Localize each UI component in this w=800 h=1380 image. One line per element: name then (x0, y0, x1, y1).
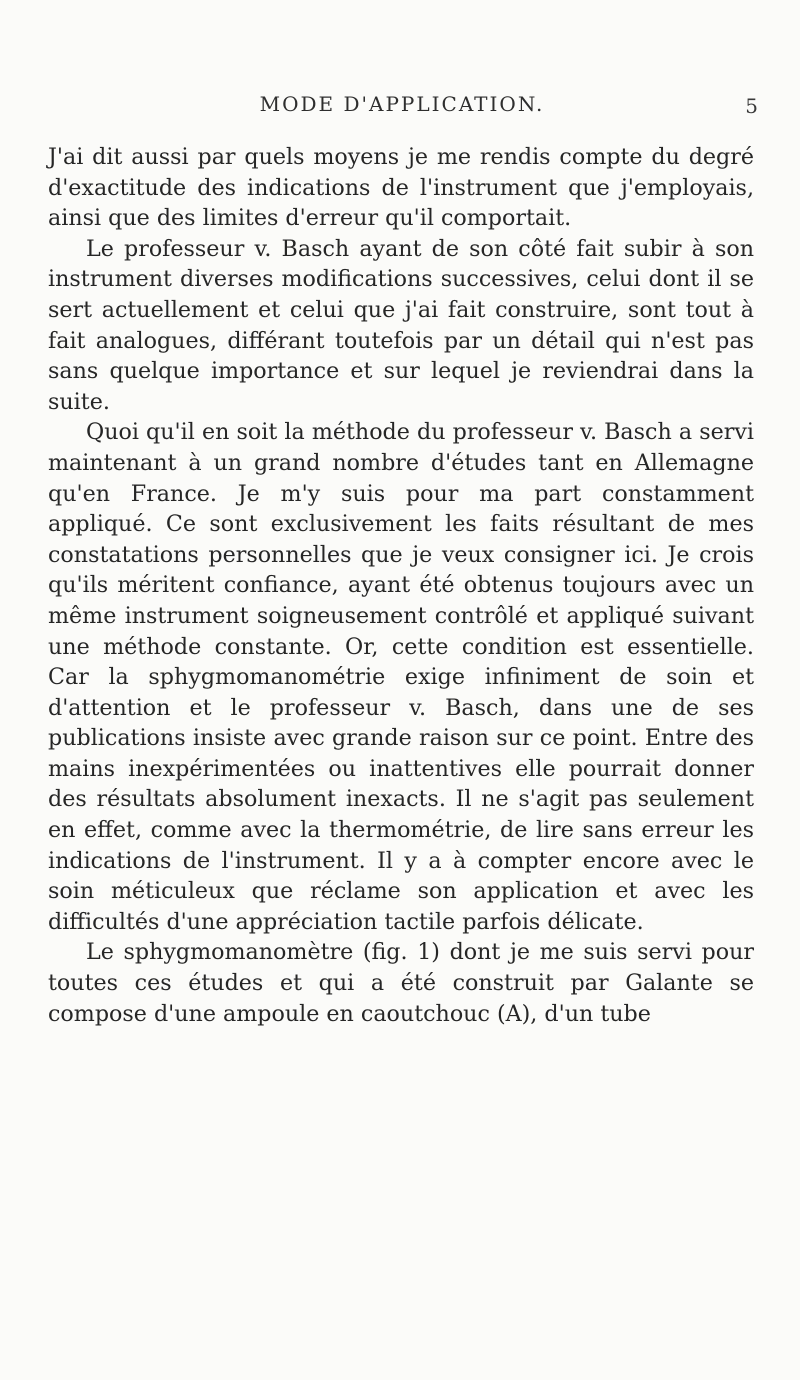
page-header (46, 92, 758, 122)
paragraph-1: J'ai dit aussi par quels moyens je me rendis compte du degré d'exactitude des indications de l'instrument que j'employais, ainsi que des limites d'erreur qu'il comportait. (48, 144, 754, 232)
running-head: MODE D'APPLICATION. (259, 92, 545, 116)
paragraph-4: Le sphygmomanomètre (fig. 1) dont je me suis servi pour toutes ces études et qui a été construit par Galante se compose d'une ampoule en caoutchouc (A), d'un tube (48, 939, 754, 1027)
paragraph-2: Le professeur v. Basch ayant de son côté fait subir à son instrument diverses modifications successives, celui dont il se sert actuellement et celui que j'ai fait construire, sont tout à fait analogues, différant toutefois par un détail qui n'est pas sans quelque importance et sur lequel je reviendrai dans la suite. (48, 235, 754, 415)
paragraph-3: Quoi qu'il en soit la méthode du professeur v. Basch a servi maintenant à un grand nombre d'études tant en Allemagne qu'en France. Je m'y suis pour ma part constamment appliqué. Ce sont exclusivement les faits résultant de mes constatations personnelles que je veux consigner ici. Je crois qu'ils méritent confiance, ayant été obtenus toujours avec un même instrument soigneusement contrôlé et appliqué suivant une méthode constante. Or, cette condition est essentielle. Car la sphygmomanométrie exige infiniment de soin et d'attention et le professeur v. Basch, dans une de ses publications insiste avec grande raison sur ce point. Entre des mains inexpérimentées ou inattentives elle pourrait donner des résultats absolument inexacts. Il ne s'agit pas seulement en effet, comme avec la thermométrie, de lire sans erreur les indications de l'instrument. Il y a à compter encore avec le soin méticuleux que réclame son application et avec les difficultés d'une appréciation tactile parfois délicate. (48, 419, 754, 935)
body-text (48, 142, 754, 1029)
page-number: 5 (745, 94, 758, 118)
